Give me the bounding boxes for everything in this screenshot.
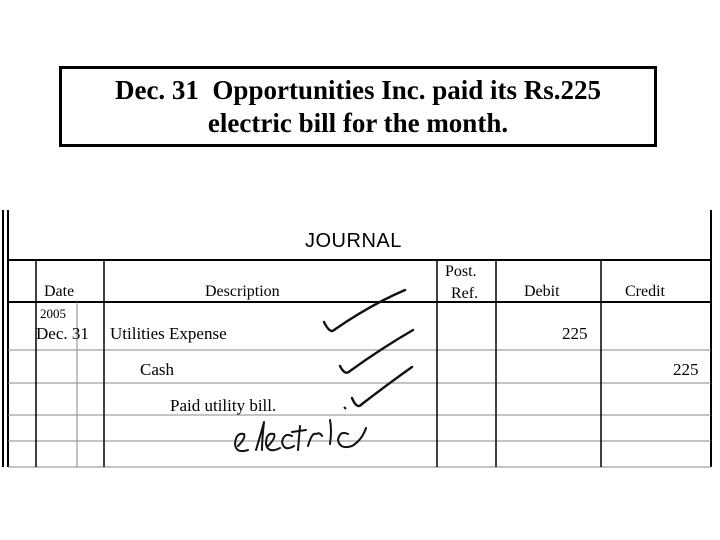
checkmark-3 (352, 367, 412, 406)
entry-credit-account: Cash (140, 360, 174, 379)
handwritten-electric (235, 420, 366, 451)
entry-year: 2005 (40, 306, 66, 321)
checkmark-2 (340, 330, 413, 373)
entry-credit-amount: 225 (673, 360, 699, 379)
header-post-ref-line1: Post. (445, 263, 477, 280)
entry-date: Dec. 31 (36, 324, 89, 343)
checkmark-dot (344, 407, 346, 409)
entry-debit-account: Utilities Expense (110, 324, 227, 343)
entry-debit-amount: 225 (562, 324, 588, 343)
entry-memo: Paid utility bill. (170, 396, 277, 415)
problem-line-1: Dec. 31 Opportunities Inc. paid its Rs.225 (114, 74, 602, 105)
header-debit: Debit (524, 283, 560, 300)
checkmark-1 (324, 290, 405, 331)
journal-title: JOURNAL (305, 230, 402, 252)
header-description: Description (205, 283, 280, 300)
problem-line-2: electric bill for the month. (207, 107, 509, 138)
header-credit: Credit (625, 283, 665, 300)
header-date: Date (44, 283, 75, 300)
header-post-ref-line2: Ref. (451, 285, 479, 302)
